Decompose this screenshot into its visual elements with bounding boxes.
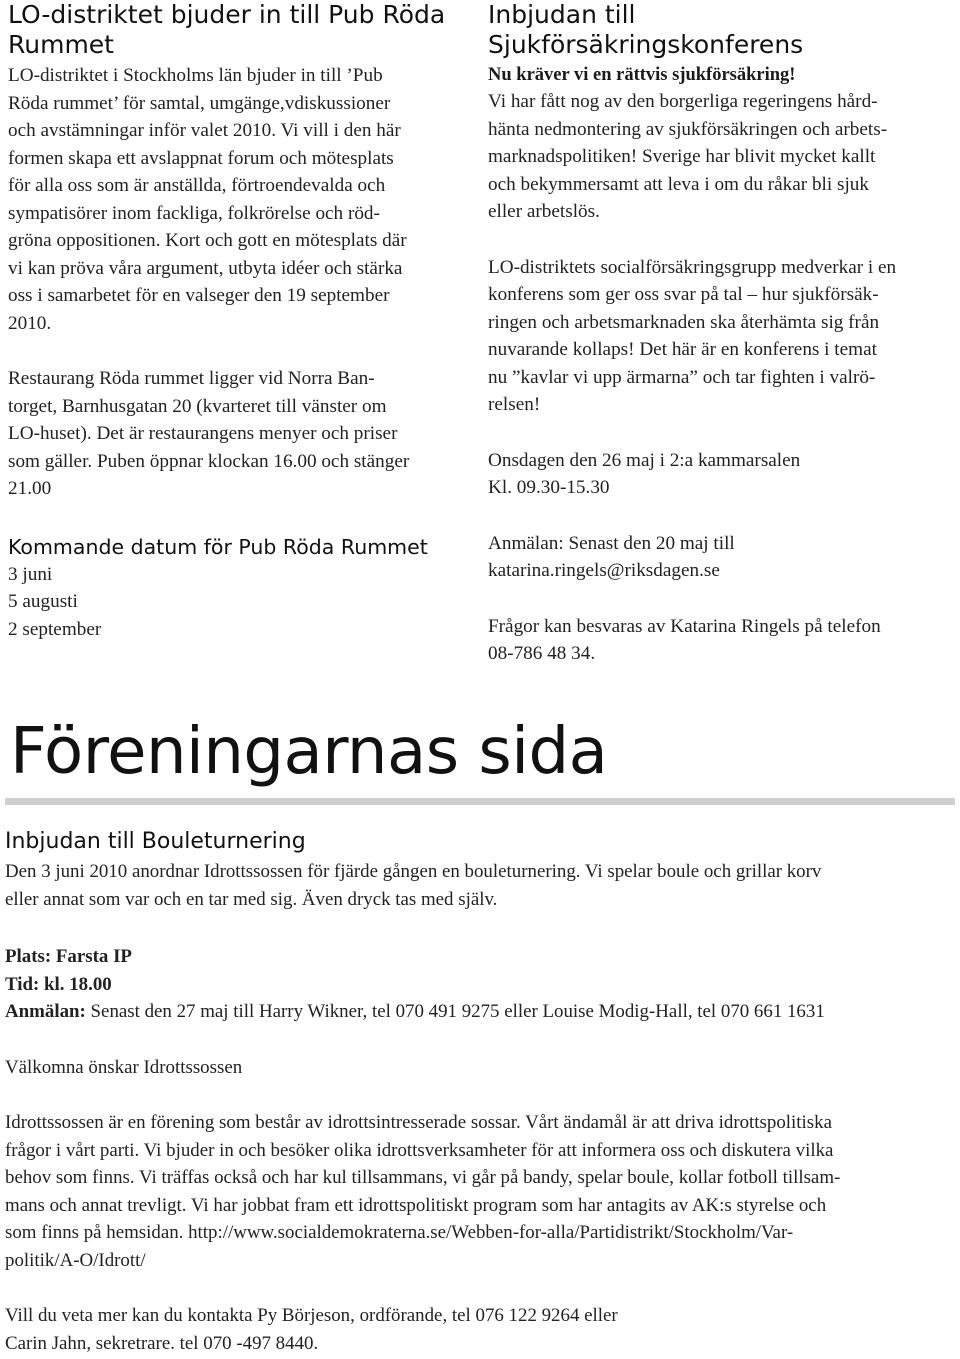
conference-signup <box>488 530 953 585</box>
pub-title: LO-distriktet bjuder in till Pub Röda Rummet <box>8 0 446 59</box>
title-line: Sjukförsäkringskonferens <box>488 30 804 59</box>
text-line: nu ”kavlar vi upp ärmarna” och tar fighten i valrö- <box>488 366 876 388</box>
conference-title <box>488 0 953 60</box>
title-divider <box>5 798 955 805</box>
text-line: LO-huset). Det är restaurangens menyer och priser <box>8 423 398 444</box>
left-column <box>8 0 463 643</box>
text-line: hänta nedmontering av sjukförsäkringen och arbets- <box>488 118 888 140</box>
contact-text <box>5 1302 955 1357</box>
text-line: nuvarande kollaps! Det här är en konferens i temat <box>488 339 877 360</box>
boule-section <box>5 826 955 1357</box>
pub-intro <box>8 62 463 337</box>
text-line: Vill du veta mer kan du kontakta Py Börjeson, ordförande, tel 076 122 9264 eller <box>5 1305 618 1326</box>
text-line: Onsdagen den 26 maj i 2:a kammarsalen <box>488 449 801 471</box>
spacer <box>8 337 463 365</box>
spacer <box>8 503 463 533</box>
text-line: sympatisörer inom fackliga, folkrörelse och röd- <box>8 202 380 224</box>
text-line: Den 3 juni 2010 anordnar Idrottssossen för fjärde gången en bouleturnering. Vi spelar boule och grillar korv <box>5 861 822 882</box>
text-line: frågor i vårt parti. Vi bjuder in och besöker olika idrottsverksamheter för att informera oss och diskutera vilka <box>5 1139 834 1161</box>
signup-line <box>5 998 955 1026</box>
text-line: 2010. <box>8 312 52 334</box>
welcome-text: Välkomna önskar Idrottssossen <box>5 1056 243 1078</box>
text-line: LO-distriktets socialförsäkringsgrupp medverkar i en <box>488 256 897 278</box>
dates-heading: Kommande datum för Pub Röda Rummet <box>8 534 428 559</box>
boule-title: Inbjudan till Bouleturnering <box>5 829 306 854</box>
place-label: Plats: Farsta IP <box>5 946 132 967</box>
text-line: som gäller. Puben öppnar klockan 16.00 och stänger <box>8 450 410 472</box>
right-column <box>488 0 953 668</box>
spacer <box>5 1274 955 1302</box>
text-line: relsen! <box>488 394 541 415</box>
text-line: torget, Barnhusgatan 20 (kvarteret till vänster om <box>8 395 387 417</box>
conference-lead: Nu kräver vi en rättvis sjukförsäkring! <box>488 65 796 85</box>
text-line: 08-786 48 34. <box>488 643 596 664</box>
title-line: Inbjudan till <box>488 0 636 29</box>
text-line: Carin Jahn, sekretrare. tel 070 -497 8440. <box>5 1332 319 1354</box>
conference-when <box>488 447 953 502</box>
spacer <box>488 226 953 254</box>
date-item: 2 september <box>8 618 102 640</box>
conference-questions <box>488 613 953 668</box>
date-item: 5 augusti <box>8 591 78 612</box>
text-line: Vi har fått nog av den borgerliga regeringens hård- <box>488 91 878 112</box>
text-line: formen skapa ett avslappnat forum och mötesplats <box>8 147 394 169</box>
text-line: Anmälan: Senast den 20 maj till <box>488 532 735 554</box>
boule-intro <box>5 858 955 913</box>
text-line: Frågor kan besvaras av Katarina Ringels på telefon <box>488 615 881 637</box>
email-link[interactable]: katarina.ringels@riksdagen.se <box>488 560 720 581</box>
spacer <box>5 1081 955 1109</box>
text-line: LO-distriktet i Stockholms län bjuder in till ’Pub <box>8 65 383 86</box>
page-title: Föreningarnas sida <box>10 715 608 789</box>
text-line: eller arbetslös. <box>488 201 600 222</box>
dates-list <box>8 561 463 644</box>
spacer <box>488 585 953 613</box>
boule-details <box>5 943 955 1026</box>
text-line: marknadspolitiken! Sverige har blivit mycket kallt <box>488 146 876 167</box>
text-line: mans och annat trevligt. Vi har jobbat fram ett idrottspolitiskt program som har antagits av AK:s styrelse och <box>5 1194 827 1216</box>
text-line: för alla oss som är anställda, förtroendevalda och <box>8 175 386 196</box>
spacer <box>488 502 953 530</box>
text-line: Röda rummet’ för samtal, umgänge,vdiskussioner <box>8 92 391 114</box>
signup-text: Senast den 27 maj till Harry Wikner, tel 070 491 9275 eller Louise Modig-Hall, tel 070 661 1631 <box>85 1001 825 1022</box>
text-line: och bekymmersamt att leva i om du råkar bli sjuk <box>488 173 869 195</box>
text-line: eller annat som var och en tar med sig. Även dryck tas med själv. <box>5 888 498 910</box>
text-line: Restaurang Röda rummet ligger vid Norra Ban- <box>8 368 375 389</box>
conference-para-2 <box>488 254 953 419</box>
venue-info <box>8 365 463 503</box>
text-line: konferens som ger oss svar på tal – hur sjukförsäk- <box>488 284 879 305</box>
spacer <box>5 1026 955 1054</box>
text-line: behov som finns. Vi träffas också och har kul tillsammans, vi går på bandy, spelar boule, kollar fotboll tillsam- <box>5 1167 841 1188</box>
text-line: 21.00 <box>8 478 52 499</box>
time-label: Tid: kl. 18.00 <box>5 973 112 995</box>
text-line: och avstämningar inför valet 2010. Vi vill i den här <box>8 120 401 141</box>
text-line: ringen och arbetsmarknaden ska återhämta sig från <box>488 311 880 333</box>
text-line: vi kan pröva våra argument, utbyta idéer och stärka <box>8 257 403 279</box>
text-line: oss i samarbetet för en valseger den 19 september <box>8 285 390 306</box>
about-text <box>5 1109 955 1274</box>
spacer <box>488 419 953 447</box>
url-line[interactable]: som finns på hemsidan. http://www.socialdemokraterna.se/Webben-for-alla/Partidistrikt/Stockholm/Var- <box>5 1222 794 1243</box>
url-line[interactable]: politik/A-O/Idrott/ <box>5 1249 146 1271</box>
text-line: gröna oppositionen. Kort och gott en mötesplats där <box>8 230 407 251</box>
text-line: Idrottssossen är en förening som består av idrottsintresserade sossar. Vårt ändamål är att driva idrottspolitiska <box>5 1112 832 1133</box>
spacer <box>5 913 955 943</box>
text-line: Kl. 09.30-15.30 <box>488 477 610 498</box>
date-item: 3 juni <box>8 563 53 585</box>
conference-para-1 <box>488 88 953 226</box>
signup-label: Anmälan: <box>5 1001 86 1022</box>
